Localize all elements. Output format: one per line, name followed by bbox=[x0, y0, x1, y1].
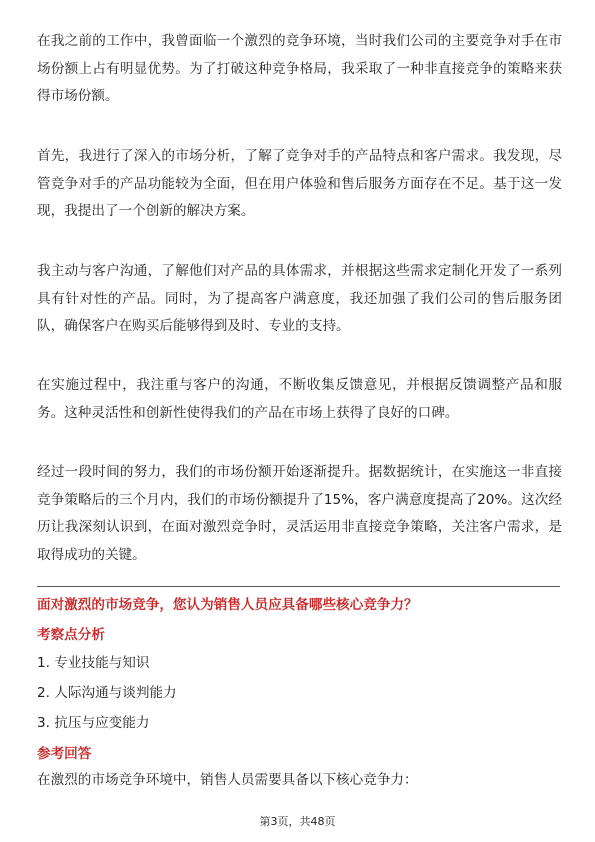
answer-paragraph-5: 经过一段时间的努力，我们的市场份额开始逐渐提升。据数据统计，在实施这一非直接竞争策略后的三个月内，我们的市场份额提升了15%，客户满意度提高了20%。这次经历让我深刻认识到，在面对激烈竞争时，灵活运用非直接竞争策略，关注客户需求，是取得成功的关键。 bbox=[37, 464, 562, 563]
analysis-item: 1. 专业技能与知识 bbox=[37, 655, 150, 671]
section-divider bbox=[37, 586, 560, 587]
analysis-list bbox=[37, 648, 177, 738]
analysis-item: 2. 人际沟通与谈判能力 bbox=[37, 685, 177, 701]
answer-paragraph-1: 在我之前的工作中，我曾面临一个激烈的竞争环境，当时我们公司的主要竞争对手在市场份额上占有明显优势。为了打破这种竞争格局，我采取了一种非直接竞争的策略来获得市场份额。 bbox=[37, 33, 562, 104]
answer-paragraph-2: 首先，我进行了深入的市场分析，了解了竞争对手的产品特点和客户需求。我发现，尽管竞争对手的产品功能较为全面，但在用户体验和售后服务方面存在不足。基于这一发现，我提出了一个创新的解决方案。 bbox=[37, 148, 562, 219]
answer-paragraph-3: 我主动与客户沟通，了解他们对产品的具体需求，并根据这些需求定制化开发了一系列具有针对性的产品。同时，为了提高客户满意度，我还加强了我们公司的售后服务团队，确保客户在购买后能够得到及时、专业的支持。 bbox=[37, 263, 562, 334]
reference-heading: 参考回答 bbox=[37, 746, 92, 762]
analysis-heading: 考察点分析 bbox=[37, 627, 105, 643]
answer-paragraph-4: 在实施过程中，我注重与客户的沟通，不断收集反馈意见，并根据反馈调整产品和服务。这种灵活性和创新性使得我们的产品在市场上获得了良好的口碑。 bbox=[37, 377, 562, 421]
analysis-item: 3. 抗压与应变能力 bbox=[37, 715, 150, 731]
interview-question: 面对激烈的市场竞争，您认为销售人员应具备哪些核心竞争力？ bbox=[37, 597, 418, 613]
page-number: 第3页，共48页 bbox=[259, 815, 336, 828]
reference-text: 在激烈的市场竞争环境中，销售人员需要具备以下核心竞争力： bbox=[37, 772, 418, 788]
